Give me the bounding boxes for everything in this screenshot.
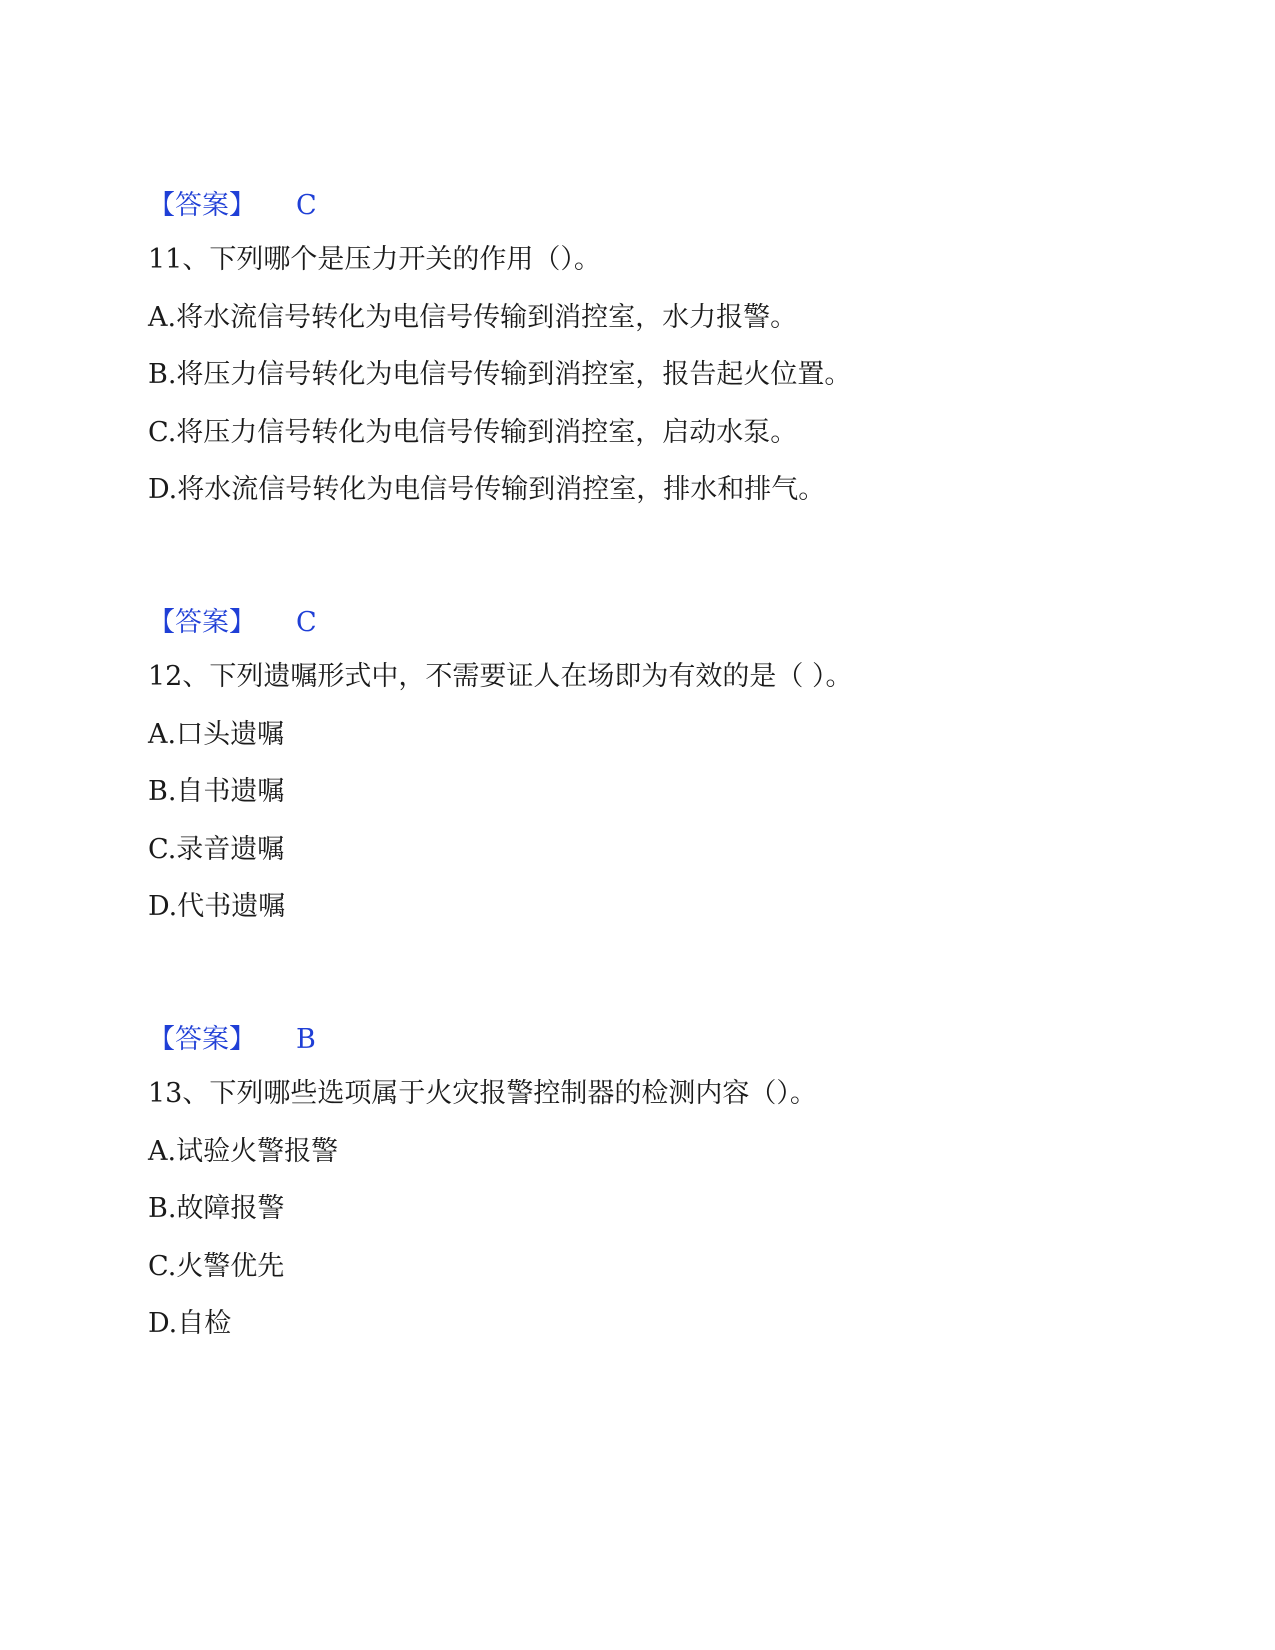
- answer-tag: 【答案】: [148, 1024, 256, 1055]
- question-block-12: [148, 657, 1148, 945]
- option-d: D.将水流信号转化为电信号传输到消控室，排水和排气。: [148, 474, 826, 505]
- option-c: C.将压力信号转化为电信号传输到消控室，启动水泵。: [148, 416, 798, 448]
- answer-block-10: [148, 186, 1148, 226]
- answer-value: B: [296, 1024, 316, 1055]
- option-c: C.录音遗嘱: [148, 833, 285, 865]
- question-text: 13、下列哪些选项属于火灾报警控制器的检测内容（）。: [148, 1078, 817, 1109]
- option-c: C.火警优先: [148, 1250, 285, 1282]
- option-b: B.将压力信号转化为电信号传输到消控室，报告起火位置。: [148, 359, 852, 390]
- question-block-11: [148, 240, 1148, 528]
- answer-block-12: [148, 1020, 1148, 1060]
- option-d: D.代书遗嘱: [148, 891, 286, 922]
- option-a: A.将水流信号转化为电信号传输到消控室，水力报警。: [148, 301, 798, 333]
- answer-block-11: [148, 603, 1148, 643]
- option-b: B.故障报警: [148, 1193, 285, 1224]
- question-text: 11、下列哪个是压力开关的作用（）。: [148, 244, 601, 275]
- option-d: D.自检: [148, 1308, 232, 1339]
- option-a: A.试验火警报警: [148, 1135, 339, 1167]
- option-b: B.自书遗嘱: [148, 776, 285, 807]
- answer-tag: 【答案】: [148, 190, 256, 221]
- option-a: A.口头遗嘱: [148, 718, 285, 750]
- answer-line: [148, 603, 1148, 643]
- answer-value: C: [296, 607, 317, 638]
- answer-value: C: [296, 190, 317, 221]
- question-block-13: [148, 1074, 1148, 1362]
- answer-line: [148, 1020, 1148, 1060]
- question-text: 12、下列遗嘱形式中，不需要证人在场即为有效的是（ ）。: [148, 661, 853, 692]
- answer-line: [148, 186, 1148, 226]
- answer-tag: 【答案】: [148, 607, 256, 638]
